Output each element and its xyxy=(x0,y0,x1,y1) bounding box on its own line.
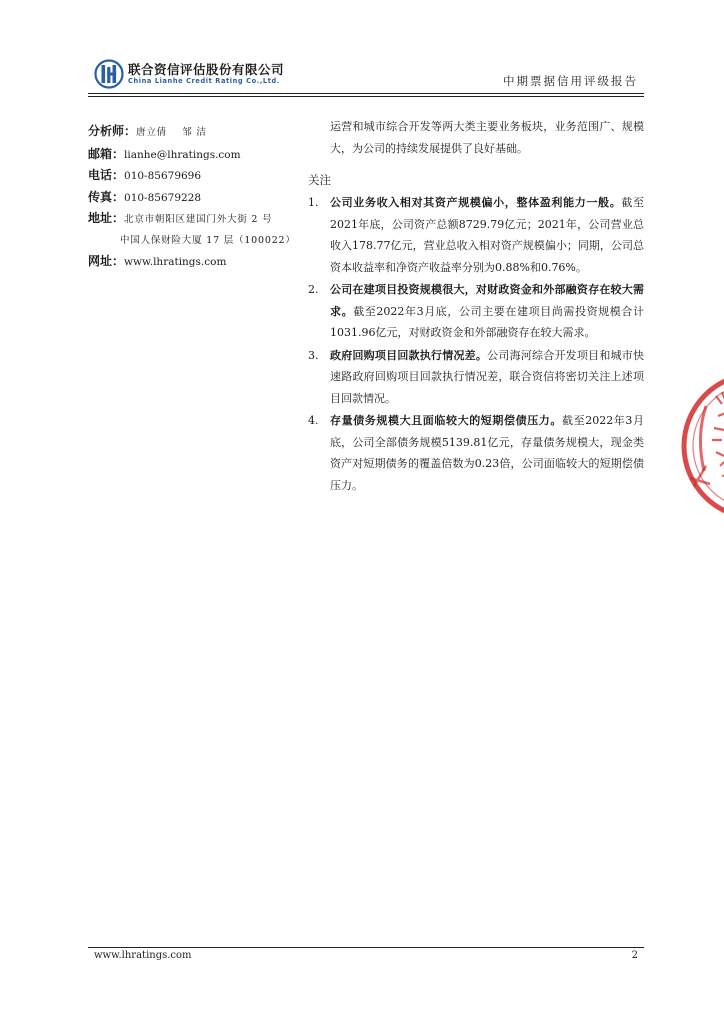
logo-english-name: China Lianhe Credit Rating Co.,Ltd. xyxy=(128,77,280,85)
footer-website[interactable]: www.lhratings.com xyxy=(94,950,192,961)
concern-text xyxy=(330,345,644,410)
website-label: 网址： xyxy=(88,254,125,268)
contact-block xyxy=(88,121,298,273)
company-logo xyxy=(94,58,294,92)
concern-detail: 截至2021年底，公司资产总额8729.79亿元；2021年，公司营业总收入178.77亿元，营业总收入相对资产规模偏小；同期，公司总资本收益率和净资产收益率分别为0.88%和0.76%。 xyxy=(330,196,645,274)
concern-heading: 政府回购项目回款执行情况差。 xyxy=(330,348,488,362)
concern-text xyxy=(330,192,644,278)
phone-row xyxy=(88,165,298,187)
phone-label: 电话： xyxy=(88,168,125,182)
email-value[interactable]: lianhe@lhratings.com xyxy=(124,148,241,161)
concern-detail: 截至2022年3月底，公司全部债务规模5139.81亿元，存量债务规模大，现金类资产对短期债务的覆盖倍数为0.23倍，公司面临较大的短期偿债压力。 xyxy=(330,414,644,492)
company-seal-icon xyxy=(676,366,724,526)
intro-paragraph: 运营和城市综合开发等两大类主要业务板块，业务范围广、规模大，为公司的持续发展提供了良好基础。 xyxy=(330,120,644,155)
analyst-row xyxy=(88,121,298,144)
concern-text xyxy=(330,279,644,344)
concern-heading: 公司在建项目投资规模很大，对财政资金和外部融资存在较大需求。 xyxy=(330,283,644,318)
concern-heading: 存量债务规模大且面临较大的短期偿债压力。 xyxy=(330,414,562,427)
page-number: 2 xyxy=(631,950,638,961)
address-label: 地址： xyxy=(88,211,125,225)
concern-item-2 xyxy=(308,279,644,344)
address-line-1: 北京市朝阳区建国门外大街 2 号 xyxy=(124,214,273,225)
concern-item-1 xyxy=(308,192,644,278)
address-row-2 xyxy=(88,231,298,252)
header-divider-thin xyxy=(88,96,644,97)
website-value[interactable]: www.lhratings.com xyxy=(124,256,227,268)
main-text-column xyxy=(308,116,644,496)
section-title-concerns: 关注 xyxy=(308,173,331,187)
concern-item-3 xyxy=(308,345,644,410)
address-line-2: 中国人保财险大厦 17 层（100022） xyxy=(120,234,296,246)
fax-row xyxy=(88,187,298,209)
report-type-title: 中期票据信用评级报告 xyxy=(503,74,638,88)
email-row xyxy=(88,144,298,166)
concern-heading: 公司业务收入相对其资产规模偏小，整体盈利能力一般。 xyxy=(330,196,622,209)
concern-number: 1. xyxy=(308,196,319,209)
logo-chinese-name: 联合资信评估股份有限公司 xyxy=(128,62,285,77)
concern-detail: 公司海河综合开发项目和城市快速路政府回购项目回款执行情况差，联合资信将密切关注上述项目回款情况。 xyxy=(330,348,645,405)
address-row xyxy=(88,208,298,231)
concern-detail: 截至2022年3月底，公司主要在建项目尚需投资规模合计1031.96亿元，对财政资金和外部融资存在较大需求。 xyxy=(330,304,644,339)
email-label: 邮箱： xyxy=(88,146,125,161)
concern-item-4 xyxy=(308,410,644,496)
website-row xyxy=(88,251,298,273)
phone-value: 010-85679696 xyxy=(124,170,202,182)
analyst-names: 唐立倩 邹 洁 xyxy=(136,127,207,138)
analyst-label: 分析师： xyxy=(88,124,137,138)
header-divider xyxy=(88,93,644,94)
fax-value: 010-85679228 xyxy=(124,191,202,204)
fax-label: 传真： xyxy=(88,189,125,204)
concern-number: 2. xyxy=(308,283,319,296)
footer-divider xyxy=(88,947,644,948)
concern-number: 3. xyxy=(308,348,319,362)
lh-circle-logo-icon xyxy=(94,59,124,89)
concern-text xyxy=(330,410,644,496)
concern-number: 4. xyxy=(308,414,319,427)
